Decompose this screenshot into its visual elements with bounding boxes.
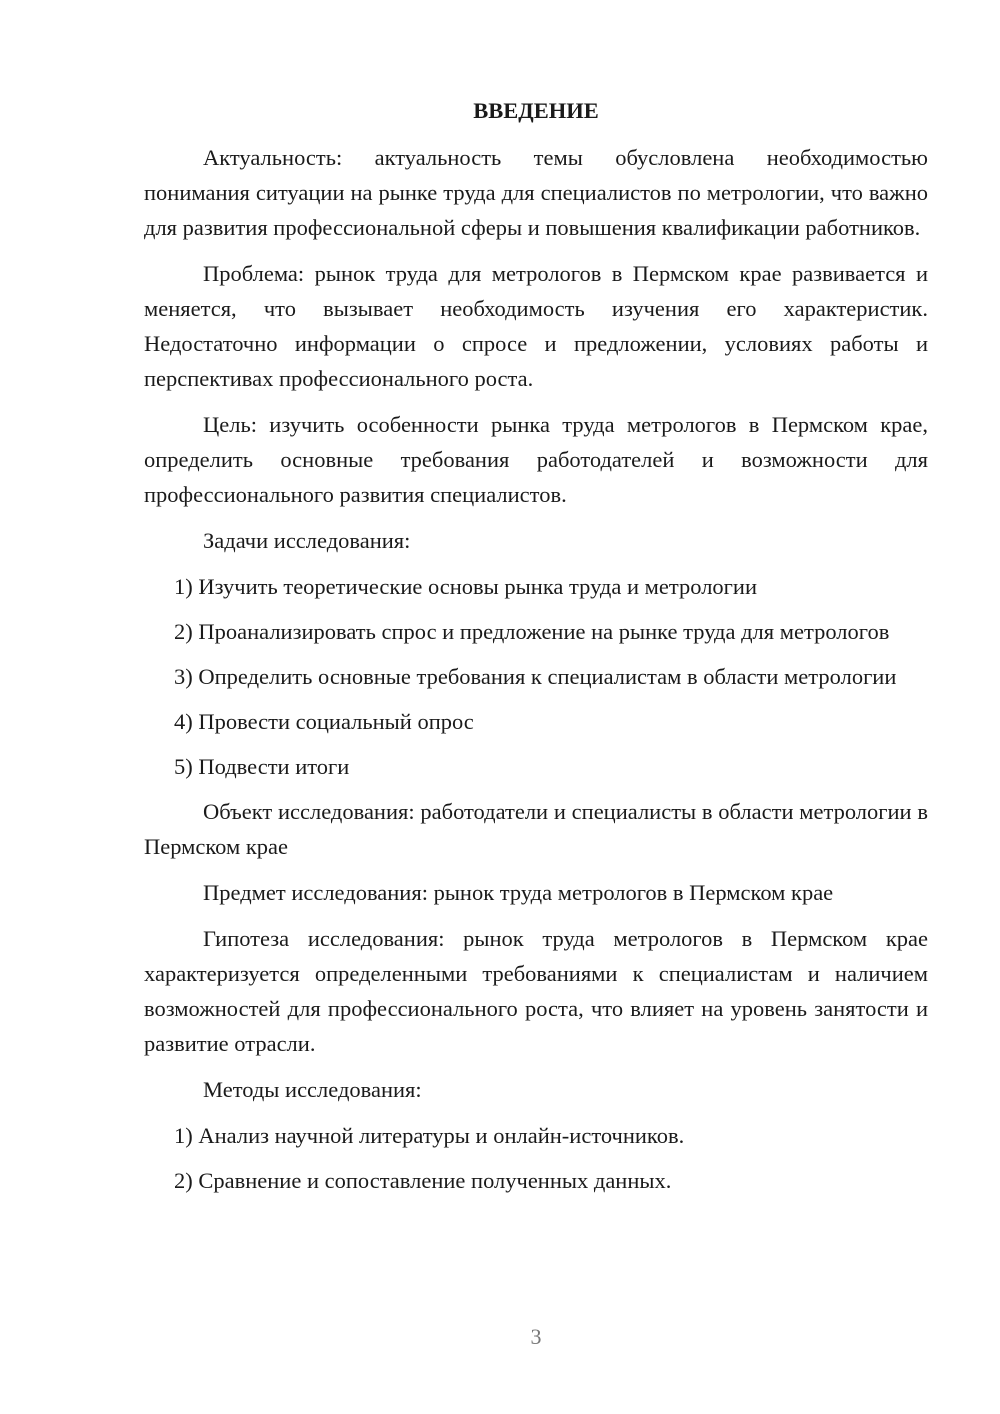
goal-paragraph: Цель: изучить особенности рынка труда метрологов в Пермском крае, определить основные требования работодателей и возможности для профессионального развития специалистов. — [144, 412, 928, 507]
task-item-3: 3) Определить основные требования к специалистам в области метрологии — [174, 664, 897, 689]
task-item-1: 1) Изучить теоретические основы рынка труда и метрологии — [174, 574, 757, 599]
methods-heading: Методы исследования: — [203, 1077, 422, 1102]
page-number: 3 — [530, 1324, 542, 1349]
task-item-5: 5) Подвести итоги — [174, 754, 350, 779]
object-paragraph: Объект исследования: работодатели и специалисты в области метрологии в Пермском крае — [144, 799, 928, 859]
method-item-2: 2) Сравнение и сопоставление полученных данных. — [174, 1168, 672, 1193]
subject-paragraph: Предмет исследования: рынок труда метрологов в Пермском крае — [203, 880, 834, 905]
problem-paragraph: Проблема: рынок труда для метрологов в Пермском крае развивается и меняется, что вызывает необходимость изучения его характеристик. Недостаточно информации о спросе и предложении, условиях работы и перспективах профессионального роста. — [144, 261, 928, 391]
task-item-2: 2) Проанализировать спрос и предложение на рынке труда для метрологов — [174, 619, 890, 644]
tasks-heading: Задачи исследования: — [203, 528, 411, 553]
page-content — [144, 96, 928, 1208]
method-item-1: 1) Анализ научной литературы и онлайн-источников. — [174, 1123, 685, 1148]
task-item-4: 4) Провести социальный опрос — [174, 709, 474, 734]
relevance-paragraph: Актуальность: актуальность темы обусловлена необходимостью понимания ситуации на рынке труда для специалистов по метрологии, что важно для развития профессиональной сферы и повышения квалификации работников. — [144, 145, 928, 240]
page-title: ВВЕДЕНИЕ — [473, 98, 599, 123]
hypothesis-paragraph: Гипотеза исследования: рынок труда метрологов в Пермском крае характеризуется определенными требованиями к специалистам и наличием возможностей для профессионального роста, что влияет на уровень занятости и развитие отрасли. — [144, 926, 928, 1056]
